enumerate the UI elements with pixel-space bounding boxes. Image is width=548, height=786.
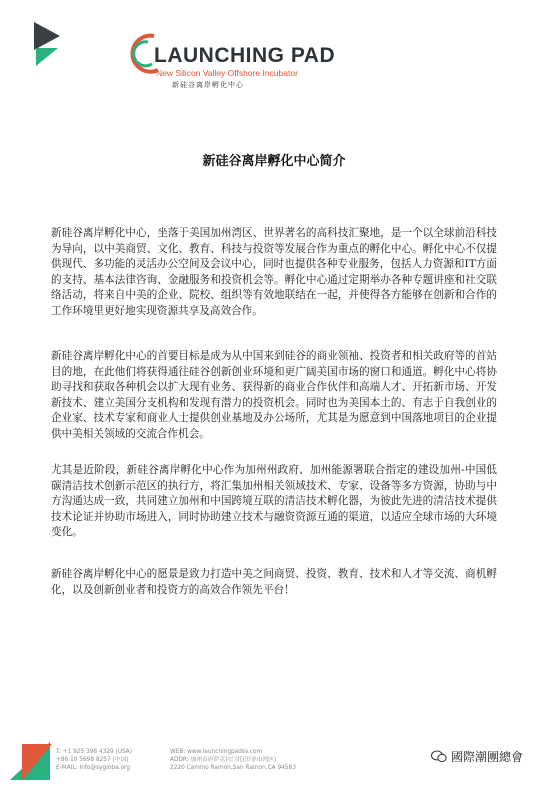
watermark-text: 國際潮團總會 [451, 750, 524, 764]
footer-web: WEB: www.launchingpadsv.com [170, 749, 263, 755]
corner-triangle-green [36, 48, 58, 66]
wechat-icon [431, 750, 447, 763]
footer-addr-line2: 2220 Camino Ramon,San Ramon,CA 94583 [170, 765, 296, 771]
wechat-watermark [428, 746, 526, 767]
corner-triangle-dark [34, 22, 60, 50]
footer-triangle-orange [22, 744, 52, 780]
footer-addr-line1: ADDR: 加州首府萨克拉门托(旧金山湾区) [170, 757, 277, 763]
paragraph-intro: 新硅谷离岸孵化中心，坐落于美国加州湾区、世界著名的高科技汇聚地，是一个以全球前沿科技为导向，以中美商贸、文化、教育、科技与投资等发展合作为重点的孵化中心。孵化中心不仅提供现代、多功能的灵活办公空间及会议中心，同时也提供各种专业服务，包括人力资源和IT方面的支持、基本法律咨询、金融服务和投资机会等。孵化中心通过定期举办各种专题讲座和社交联络活动，将来自中美的企业、院校、组织等有效地联结在一起，并使得各方能够在创新和合作的工作环境里更好地实现资源共享及高效合作。 [51, 227, 497, 317]
launching-pad-logo [128, 30, 336, 90]
paragraph-vision: 新硅谷离岸孵化中心的愿景是致力打造中美之间商贸、投资、教育、技术和人才等交流、商机孵化，以及创新创业者和投资方的高效合作领先平台！ [51, 568, 497, 596]
logo-subtitle: New Silicon Valley Offshore Incubator [156, 68, 298, 78]
paragraph-goal: 新硅谷离岸孵化中心的首要目标是成为从中国来到硅谷的商业领袖、投资者和相关政府等的首站目的地，在此他们将获得通往硅谷创新创业环境和更广阔美国市场的窗口和通道。孵化中心将协助寻找和获取各种机会以扩大现有业务、获得新的商业合作伙伴和高端人才、开拓新市场、开发新技术、建立美国分支机构和发现有潜力的投资机会。同时也为美国本土的、有志于自我创业的企业家、技术专家和商业人士提供创业基地及办公场所，尤其是为愿意到中国落地项目的企业提供中美相关领域的交流合作机会。 [51, 350, 497, 440]
logo-chinese-name: 新硅谷离岸孵化中心 [172, 81, 244, 89]
paragraph-cleantech: 尤其是近阶段，新硅谷离岸孵化中心作为加州州政府、加州能源署联合指定的建设加州-中国低碳清洁技术创新示范区的执行方，将汇集加州相关领域技术、专家、设备等多方资源，协助与中方沟通达成一致，共同建立加州和中国跨境互联的清洁技术孵化器，为彼此先进的清洁技术提供技术论证并协助市场进入，同时协助建立技术与融资资源互通的渠道，以适应全球市场的大环境变化。 [51, 464, 497, 539]
footer-phone-usa: T: +1 925 398 4329 (USA) [56, 749, 133, 755]
document-title: 新硅谷离岸孵化中心简介 [202, 154, 346, 169]
footer-contact [56, 748, 132, 772]
footer-address [170, 748, 296, 772]
footer-phone-china: +86 10 5698 8257 (中国) [56, 757, 129, 763]
footer-email: E-MAIL: info@sygloba.org [56, 765, 130, 771]
logo-title: LAUNCHING PAD [154, 44, 336, 67]
